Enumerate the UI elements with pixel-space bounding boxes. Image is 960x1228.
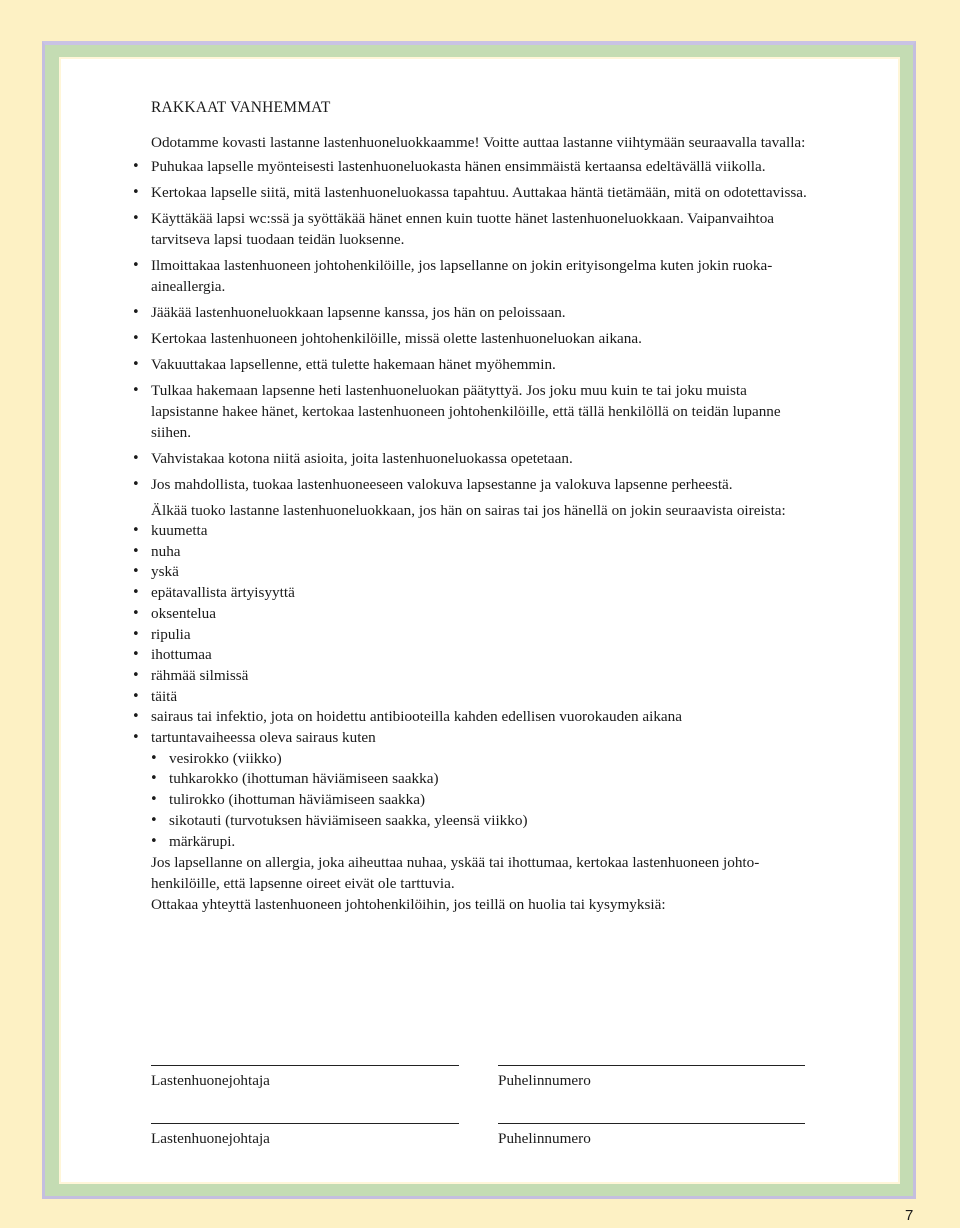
tip-item: • Käyttäkää lapsi wc:ssä ja syöttäkää hänet ennen kuin tuotte hänet lastenhuoneluokkaan. Vaipanvaihtoa tarvitseva lapsi tuodaan teidän luoksenne. bbox=[151, 208, 811, 250]
symptom-item bbox=[151, 728, 811, 852]
allergy-note: Jos lapsellanne on allergia, joka aiheuttaa nuhaa, yskää tai ihottumaa, kertokaa lastenhuoneen johtohenkilöille, että lapsenne oireet eivät ole tarttuvia. bbox=[151, 854, 760, 893]
tip-item: • Kertokaa lastenhuoneen johtohenkilöille, missä olette lastenhuoneluokan aikana. bbox=[151, 328, 811, 349]
phone-field-1[interactable] bbox=[498, 1065, 805, 1090]
contact-note: Ottakaa yhteyttä lastenhuoneen johtohenkilöihin, jos teillä on huolia tai kysymyksiä: bbox=[151, 896, 666, 914]
tip-item: • Vahvistakaa kotona niitä asioita, joita lastenhuoneluokassa opetetaan. bbox=[151, 448, 811, 469]
signature-label: Lastenhuonejohtaja bbox=[151, 1072, 270, 1089]
symptom-item: • nuha bbox=[151, 542, 811, 563]
tip-item: • Jääkää lastenhuoneluokkaan lapsenne kanssa, jos hän on peloissaan. bbox=[151, 302, 811, 323]
symptom-item: • yskä bbox=[151, 562, 811, 583]
tip-item: • Ilmoittakaa lastenhuoneen johtohenkilöille, jos lapsellanne on jokin erityisongelma kuten jokin ruoka-aineallergia. bbox=[151, 255, 811, 297]
phone-field-2[interactable] bbox=[498, 1123, 805, 1148]
tip-item: • Tulkaa hakemaan lapsenne heti lastenhuoneluokan päätyttyä. Jos joku muu kuin te tai joku muista lapsistanne hakee hänet, kertokaa lastenhuoneen johtohenkilöille, että tällä henkilöllä on teidän lupanne siihen. bbox=[151, 380, 811, 443]
phone-label: Puhelinnumero bbox=[498, 1072, 591, 1089]
tips-list bbox=[151, 156, 811, 495]
signature-field-director-1[interactable] bbox=[151, 1065, 459, 1090]
symptom-item-label: tartuntavaiheessa oleva sairaus kuten bbox=[151, 729, 376, 747]
signature-line bbox=[498, 1123, 805, 1124]
symptom-item: • epätavallista ärtyisyyttä bbox=[151, 583, 811, 604]
phone-label: Puhelinnumero bbox=[498, 1130, 591, 1147]
signature-line bbox=[151, 1123, 459, 1124]
disease-item: • märkärupi. bbox=[169, 832, 811, 853]
letter-title: RAKKAAT VANHEMMAT bbox=[151, 99, 331, 116]
signature-line bbox=[151, 1065, 459, 1066]
intro-paragraph: Odotamme kovasti lastanne lastenhuoneluokkaamme! Voitte auttaa lastanne viihtymään seuraavalla tavalla: bbox=[151, 134, 806, 151]
disease-item: • vesirokko (viikko) bbox=[169, 749, 811, 770]
letter-content bbox=[151, 97, 811, 915]
tip-item: • Puhukaa lapselle myönteisesti lastenhuoneluokasta hänen ensimmäistä kertaansa edeltävällä viikolla. bbox=[151, 156, 811, 177]
symptoms-intro: Älkää tuoko lastanne lastenhuoneluokkaan, jos hän on sairas tai jos hänellä on jokin seuraavista oireista: bbox=[151, 502, 786, 519]
signature-line bbox=[498, 1065, 805, 1066]
symptom-item: • oksentelua bbox=[151, 604, 811, 625]
symptom-item: • sairaus tai infektio, jota on hoidettu antibiooteilla kahden edellisen vuorokauden aikana bbox=[151, 707, 811, 728]
tip-item: • Kertokaa lapselle siitä, mitä lastenhuoneluokassa tapahtuu. Auttakaa häntä tietämään, mitä on odotettavissa. bbox=[151, 182, 811, 203]
disease-item: • tulirokko (ihottuman häviämiseen saakka) bbox=[169, 790, 811, 811]
page-number: 7 bbox=[905, 1207, 914, 1224]
disease-item: • sikotauti (turvotuksen häviämiseen saakka, yleensä viikko) bbox=[169, 811, 811, 832]
signature-label: Lastenhuonejohtaja bbox=[151, 1130, 270, 1147]
symptom-item: • täitä bbox=[151, 687, 811, 708]
symptom-item: • ihottumaa bbox=[151, 645, 811, 666]
disease-item: • tuhkarokko (ihottuman häviämiseen saakka) bbox=[169, 769, 811, 790]
symptoms-list bbox=[151, 521, 811, 852]
symptom-item: • kuumetta bbox=[151, 521, 811, 542]
tip-item: • Vakuuttakaa lapsellenne, että tulette hakemaan hänet myöhemmin. bbox=[151, 354, 811, 375]
symptom-item: • rähmää silmissä bbox=[151, 666, 811, 687]
contagious-diseases-list bbox=[151, 749, 811, 853]
symptom-item: • ripulia bbox=[151, 625, 811, 646]
signature-field-director-2[interactable] bbox=[151, 1123, 459, 1148]
tip-item: • Jos mahdollista, tuokaa lastenhuoneeseen valokuva lapsestanne ja valokuva lapsenne perheestä. bbox=[151, 474, 811, 495]
